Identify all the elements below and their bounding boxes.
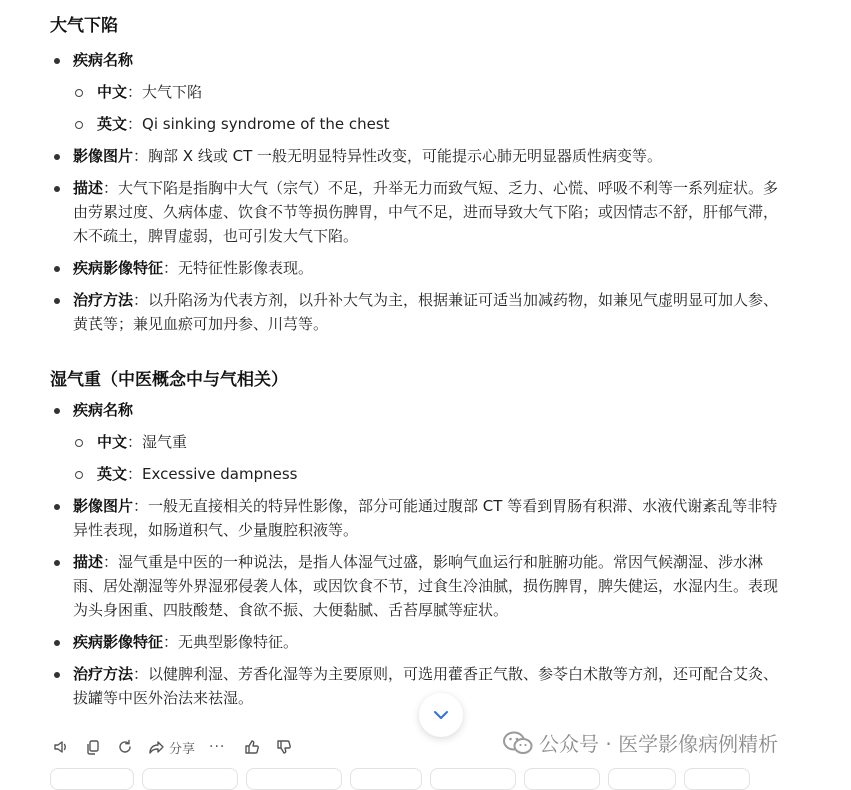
bullet [54, 154, 60, 160]
copy-icon [84, 738, 102, 756]
bullet [54, 186, 60, 192]
dislike-button[interactable] [275, 736, 293, 758]
more-button[interactable] [209, 736, 225, 758]
list-item-disease-name [50, 48, 840, 72]
watermark [503, 728, 778, 757]
bullet [54, 266, 60, 272]
treat-line-1: 以健脾利湿、芳香化湿等为主要原则，可选用藿香正气散、参苓白术散等方剂，还可配合艾灸、 [148, 665, 779, 683]
regenerate-button[interactable] [116, 736, 134, 758]
suggestion-chip[interactable] [246, 768, 342, 790]
refresh-icon [116, 738, 134, 756]
imaging-label: 影像图片 [73, 497, 134, 515]
list-item-feature: 疾病影像特征：无典型影像特征。 [50, 630, 840, 654]
suggestion-chip[interactable] [524, 768, 600, 790]
list-item-feature: 疾病影像特征：无特征性影像表现。 [50, 256, 840, 280]
feature-text: 无典型影像特征。 [178, 633, 299, 651]
bullet [54, 640, 60, 646]
bullet [54, 298, 60, 304]
zh-label: 中文 [97, 83, 128, 101]
bullet [54, 58, 60, 64]
treat-line-2: 拔罐等中医外治法来祛湿。 [73, 689, 254, 707]
desc-line-3: 木不疏土，脾胃虚弱，也可引发大气下陷。 [73, 227, 359, 245]
treat-label: 治疗方法 [73, 291, 134, 309]
list-item-description: 描述：大气下陷是指胸中大气（宗气）不足，升举无力而致气短、乏力、心慌、呼吸不利等一系列症状。多 由劳累过度、久病体虚、饮食不节等损伤脾胃，中气不足，进而导致大气下陷；或因情志不舒，肝郁气滞， 木不疏土，脾胃虚弱，也可引发大气下陷。 [50, 176, 840, 248]
sub-item-en: 英文：Qi sinking syndrome of the chest [97, 112, 797, 136]
share-icon [148, 738, 166, 756]
list-item-disease-name [50, 398, 840, 422]
en-value: Excessive dampness [142, 465, 298, 483]
thumbs-down-icon [275, 738, 293, 756]
bullet [54, 672, 60, 678]
circle-bullet [75, 439, 83, 447]
en-value: Qi sinking syndrome of the chest [142, 115, 390, 133]
sub-item-en: 英文：Excessive dampness [97, 462, 797, 486]
sub-item-zh: 中文：湿气重 [97, 430, 797, 454]
feature-text: 无特征性影像表现。 [178, 259, 314, 277]
desc-line-1: 大气下陷是指胸中大气（宗气）不足，升举无力而致气短、乏力、心慌、呼吸不利等一系列症状。多 [118, 179, 779, 197]
imaging-line-2: 异性表现，如肠道积气、少量腹腔积液等。 [73, 521, 359, 539]
suggestion-chip[interactable] [142, 768, 238, 790]
circle-bullet [75, 471, 83, 479]
bullet [54, 504, 60, 510]
thumbs-up-icon [243, 738, 261, 756]
scroll-down-button[interactable] [419, 693, 463, 737]
feature-label: 疾病影像特征 [73, 259, 164, 277]
watermark-text: 公众号 · 医学影像病例精析 [539, 732, 779, 756]
suggestion-chip[interactable] [50, 768, 134, 790]
suggestion-chip[interactable] [684, 768, 750, 790]
zh-value: 大气下陷 [142, 83, 203, 101]
desc-line-3: 为头身困重、四肢酸楚、食欲不振、大便黏腻、舌苔厚腻等症状。 [73, 601, 509, 619]
suggestion-chips [50, 768, 750, 790]
en-label: 英文 [97, 465, 128, 483]
desc-line-2: 雨、居处潮湿等外界湿邪侵袭人体，或因饮食不节，过食生冷油腻，损伤脾胃，脾失健运，水湿内生。表现 [73, 577, 779, 595]
list-item-imaging: 影像图片：胸部 X 线或 CT 一般无明显特异性改变，可能提示心肺无明显器质性病变等。 [50, 144, 840, 168]
copy-button[interactable] [84, 736, 102, 758]
list-item-treatment: 治疗方法：以升陷汤为代表方剂，以升补大气为主，根据兼证可适当加减药物，如兼见气虚明显可加人参、 黄芪等；兼见血瘀可加丹参、川芎等。 [50, 288, 840, 336]
section-title-1: 大气下陷 [50, 16, 118, 36]
desc-label: 描述 [73, 179, 104, 197]
imaging-label: 影像图片 [73, 147, 134, 165]
suggestion-chip[interactable] [350, 768, 422, 790]
treat-line-1: 以升陷汤为代表方剂，以升补大气为主，根据兼证可适当加减药物，如兼见气虚明显可加人参、 [148, 291, 779, 309]
read-aloud-button[interactable] [52, 736, 70, 758]
disease-name-label: 疾病名称 [73, 51, 134, 69]
circle-bullet [75, 121, 83, 129]
desc-label: 描述 [73, 553, 104, 571]
zh-value: 湿气重 [142, 433, 188, 451]
section-title-2: 湿气重（中医概念中与气相关） [50, 370, 288, 390]
list-item-treatment: 治疗方法：以健脾利湿、芳香化湿等为主要原则，可选用藿香正气散、参苓白术散等方剂，还可配合艾灸、 拔罐等中医外治法来祛湿。 [50, 662, 840, 710]
sub-item-zh: 中文：大气下陷 [97, 80, 797, 104]
message-action-toolbar [52, 736, 307, 758]
like-button[interactable] [243, 736, 261, 758]
desc-line-1: 湿气重是中医的一种说法，是指人体湿气过盛，影响气血运行和脏腑功能。常因气候潮湿、涉水淋 [118, 553, 764, 571]
desc-line-2: 由劳累过度、久病体虚、饮食不节等损伤脾胃，中气不足，进而导致大气下陷；或因情志不舒，肝郁气滞， [73, 203, 779, 221]
suggestion-chip[interactable] [608, 768, 676, 790]
share-button[interactable] [148, 736, 195, 758]
en-label: 英文 [97, 115, 128, 133]
disease-name-label: 疾病名称 [73, 401, 134, 419]
zh-label: 中文 [97, 433, 128, 451]
suggestion-chip[interactable] [430, 768, 516, 790]
more-icon: ··· [209, 739, 226, 755]
speaker-icon [52, 738, 70, 756]
list-item-imaging: 影像图片：一般无直接相关的特异性影像，部分可能通过腹部 CT 等看到胃肠有积滞、水液代谢紊乱等非特 异性表现，如肠道积气、少量腹腔积液等。 [50, 494, 840, 542]
bullet [54, 560, 60, 566]
list-item-description: 描述：湿气重是中医的一种说法，是指人体湿气过盛，影响气血运行和脏腑功能。常因气候潮湿、涉水淋 雨、居处潮湿等外界湿邪侵袭人体，或因饮食不节，过食生冷油腻，损伤脾胃，脾失健运，水湿内生。表现 为头身困重、四肢酸楚、食欲不振、大便黏腻、舌苔厚腻等症状。 [50, 550, 840, 622]
bullet [54, 408, 60, 414]
treat-label: 治疗方法 [73, 665, 134, 683]
circle-bullet [75, 89, 83, 97]
imaging-line-1: 一般无直接相关的特异性影像，部分可能通过腹部 CT 等看到胃肠有积滞、水液代谢紊乱等非特 [148, 497, 778, 515]
share-label: 分享 [169, 741, 196, 757]
imaging-text: 胸部 X 线或 CT 一般无明显特异性改变，可能提示心肺无明显器质性病变等。 [148, 147, 663, 165]
treat-line-2: 黄芪等；兼见血瘀可加丹参、川芎等。 [73, 315, 329, 333]
wechat-icon [503, 730, 533, 756]
feature-label: 疾病影像特征 [73, 633, 164, 651]
chevron-down-icon [432, 706, 450, 724]
